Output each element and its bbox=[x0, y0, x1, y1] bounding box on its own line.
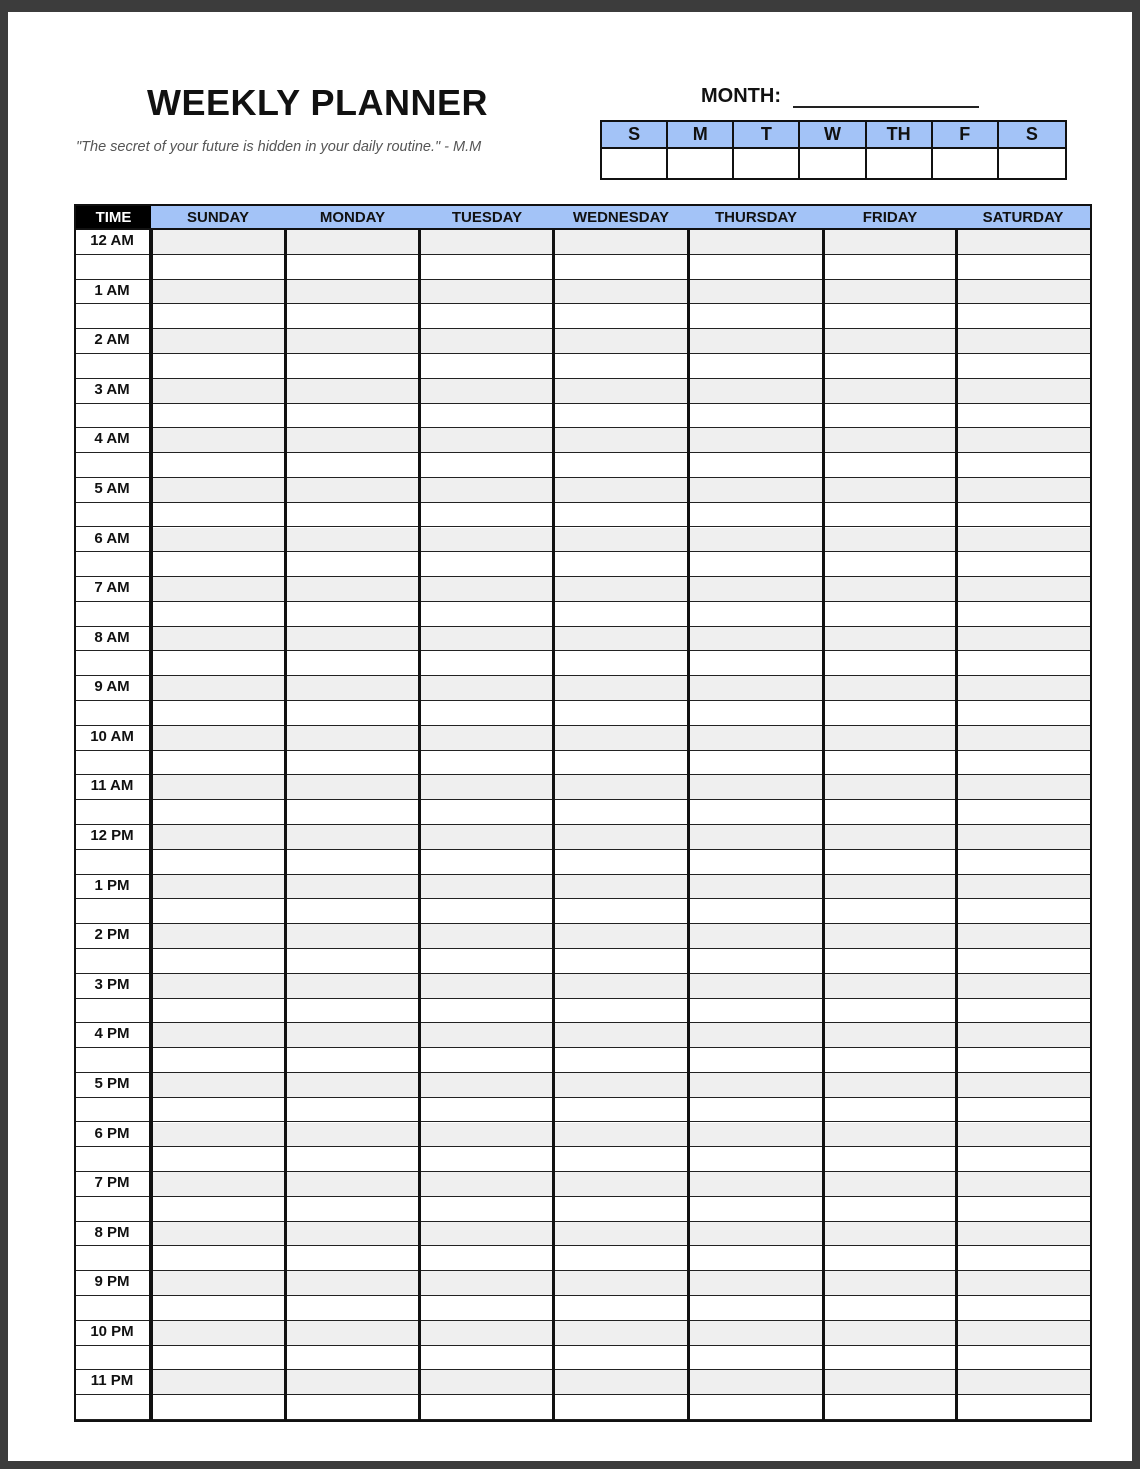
day-header-tuesday: TUESDAY bbox=[420, 206, 554, 230]
hour-label: 10 PM bbox=[90, 1322, 134, 1340]
mini-cal-cell[interactable] bbox=[602, 149, 668, 178]
mini-cal-cell[interactable] bbox=[867, 149, 933, 178]
half-hour-row[interactable] bbox=[76, 1296, 1090, 1321]
half-hour-row[interactable] bbox=[76, 552, 1090, 577]
mini-cal-cell[interactable] bbox=[800, 149, 866, 178]
hour-row[interactable] bbox=[76, 676, 1090, 701]
hour-row[interactable] bbox=[76, 478, 1090, 503]
hour-label: 10 AM bbox=[90, 727, 134, 745]
hour-row[interactable] bbox=[76, 1222, 1090, 1247]
column-divider bbox=[687, 230, 690, 1420]
hour-row[interactable] bbox=[76, 1321, 1090, 1346]
half-hour-row[interactable] bbox=[76, 1395, 1090, 1420]
half-hour-row[interactable] bbox=[76, 404, 1090, 429]
planner-header-row bbox=[76, 206, 1090, 230]
hour-label: 8 AM bbox=[94, 628, 130, 646]
hour-row[interactable] bbox=[76, 726, 1090, 751]
mini-cal-day-fri: F bbox=[933, 122, 999, 149]
half-hour-row[interactable] bbox=[76, 899, 1090, 924]
hour-label: 7 PM bbox=[94, 1174, 130, 1192]
hour-label: 3 PM bbox=[94, 975, 130, 993]
hour-row[interactable] bbox=[76, 825, 1090, 850]
half-hour-row[interactable] bbox=[76, 503, 1090, 528]
hour-label: 5 PM bbox=[94, 1074, 130, 1092]
column-divider bbox=[552, 230, 555, 1420]
hour-label: 4 AM bbox=[94, 430, 130, 448]
half-hour-row[interactable] bbox=[76, 949, 1090, 974]
day-header-monday: MONDAY bbox=[285, 206, 420, 230]
half-hour-row[interactable] bbox=[76, 602, 1090, 627]
half-hour-row[interactable] bbox=[76, 800, 1090, 825]
mini-cal-cell[interactable] bbox=[668, 149, 734, 178]
time-header: TIME bbox=[76, 206, 151, 230]
day-header-sunday: SUNDAY bbox=[151, 206, 285, 230]
half-hour-row[interactable] bbox=[76, 1098, 1090, 1123]
mini-cal-day-wed: W bbox=[800, 122, 866, 149]
half-hour-row[interactable] bbox=[76, 1147, 1090, 1172]
page-title: WEEKLY PLANNER bbox=[147, 82, 489, 123]
half-hour-row[interactable] bbox=[76, 850, 1090, 875]
half-hour-row[interactable] bbox=[76, 304, 1090, 329]
mini-cal-cell[interactable] bbox=[999, 149, 1065, 178]
half-hour-row[interactable] bbox=[76, 701, 1090, 726]
half-hour-row[interactable] bbox=[76, 999, 1090, 1024]
hour-row[interactable] bbox=[76, 280, 1090, 305]
hour-label: 6 AM bbox=[94, 529, 130, 547]
hour-row[interactable] bbox=[76, 1023, 1090, 1048]
day-header-thursday: THURSDAY bbox=[688, 206, 824, 230]
mini-cal-day-mon: M bbox=[668, 122, 734, 149]
day-header-friday: FRIDAY bbox=[824, 206, 956, 230]
month-label: MONTH: bbox=[701, 85, 781, 107]
column-divider bbox=[822, 230, 825, 1420]
hour-label: 12 AM bbox=[90, 232, 134, 249]
day-header-wednesday: WEDNESDAY bbox=[554, 206, 688, 230]
hour-label: 3 AM bbox=[94, 380, 130, 398]
column-divider bbox=[149, 230, 153, 1420]
hour-row[interactable] bbox=[76, 974, 1090, 999]
hour-row[interactable] bbox=[76, 329, 1090, 354]
half-hour-row[interactable] bbox=[76, 751, 1090, 776]
half-hour-row[interactable] bbox=[76, 1197, 1090, 1222]
planner-body bbox=[76, 230, 1090, 1420]
half-hour-row[interactable] bbox=[76, 651, 1090, 676]
half-hour-row[interactable] bbox=[76, 1048, 1090, 1073]
hour-label: 8 PM bbox=[94, 1223, 130, 1241]
half-hour-row[interactable] bbox=[76, 255, 1090, 280]
weekly-planner-grid bbox=[74, 204, 1092, 1422]
hour-row[interactable] bbox=[76, 1123, 1090, 1148]
hour-row[interactable] bbox=[76, 1271, 1090, 1296]
column-divider bbox=[955, 230, 958, 1420]
hour-row[interactable] bbox=[76, 1172, 1090, 1197]
half-hour-row[interactable] bbox=[76, 1246, 1090, 1271]
hour-label: 1 PM bbox=[94, 876, 130, 894]
column-divider bbox=[284, 230, 287, 1420]
mini-cal-day-tue: T bbox=[734, 122, 800, 149]
mini-cal-cell[interactable] bbox=[734, 149, 800, 178]
half-hour-row[interactable] bbox=[76, 354, 1090, 379]
hour-label: 4 PM bbox=[94, 1025, 130, 1043]
hour-row[interactable] bbox=[76, 577, 1090, 602]
hour-row[interactable] bbox=[76, 924, 1090, 949]
hour-row[interactable] bbox=[76, 428, 1090, 453]
day-header-saturday: SATURDAY bbox=[956, 206, 1090, 230]
column-divider bbox=[418, 230, 421, 1420]
hour-label: 2 PM bbox=[94, 926, 130, 944]
mini-calendar bbox=[600, 120, 1067, 180]
hour-label: 1 AM bbox=[94, 281, 130, 299]
hour-label: 7 AM bbox=[94, 579, 130, 597]
hour-row[interactable] bbox=[76, 230, 1090, 255]
hour-label: 2 AM bbox=[94, 331, 130, 349]
hour-row[interactable] bbox=[76, 1073, 1090, 1098]
hour-row[interactable] bbox=[76, 528, 1090, 553]
mini-cal-cell[interactable] bbox=[933, 149, 999, 178]
hour-label: 5 AM bbox=[94, 479, 130, 497]
mini-cal-day-thu: TH bbox=[867, 122, 933, 149]
hour-label: 11 PM bbox=[90, 1372, 134, 1390]
half-hour-row[interactable] bbox=[76, 453, 1090, 478]
half-hour-row[interactable] bbox=[76, 1346, 1090, 1371]
hour-label: 6 PM bbox=[94, 1124, 130, 1142]
hour-label: 11 AM bbox=[90, 777, 134, 795]
hour-label: 12 PM bbox=[90, 827, 134, 844]
planner-sheet bbox=[8, 12, 1132, 1461]
mini-cal-day-sun: S bbox=[602, 122, 668, 149]
hour-label: 9 AM bbox=[94, 678, 130, 696]
hour-row[interactable] bbox=[76, 875, 1090, 900]
mini-cal-day-sat: S bbox=[999, 122, 1065, 149]
hour-label: 9 PM bbox=[94, 1273, 130, 1291]
month-input-line[interactable] bbox=[793, 106, 979, 108]
hour-row[interactable] bbox=[76, 627, 1090, 652]
quote-text: "The secret of your future is hidden in your daily routine." - M.M bbox=[76, 139, 482, 155]
hour-row[interactable] bbox=[76, 775, 1090, 800]
hour-row[interactable] bbox=[76, 379, 1090, 404]
hour-row[interactable] bbox=[76, 1370, 1090, 1395]
